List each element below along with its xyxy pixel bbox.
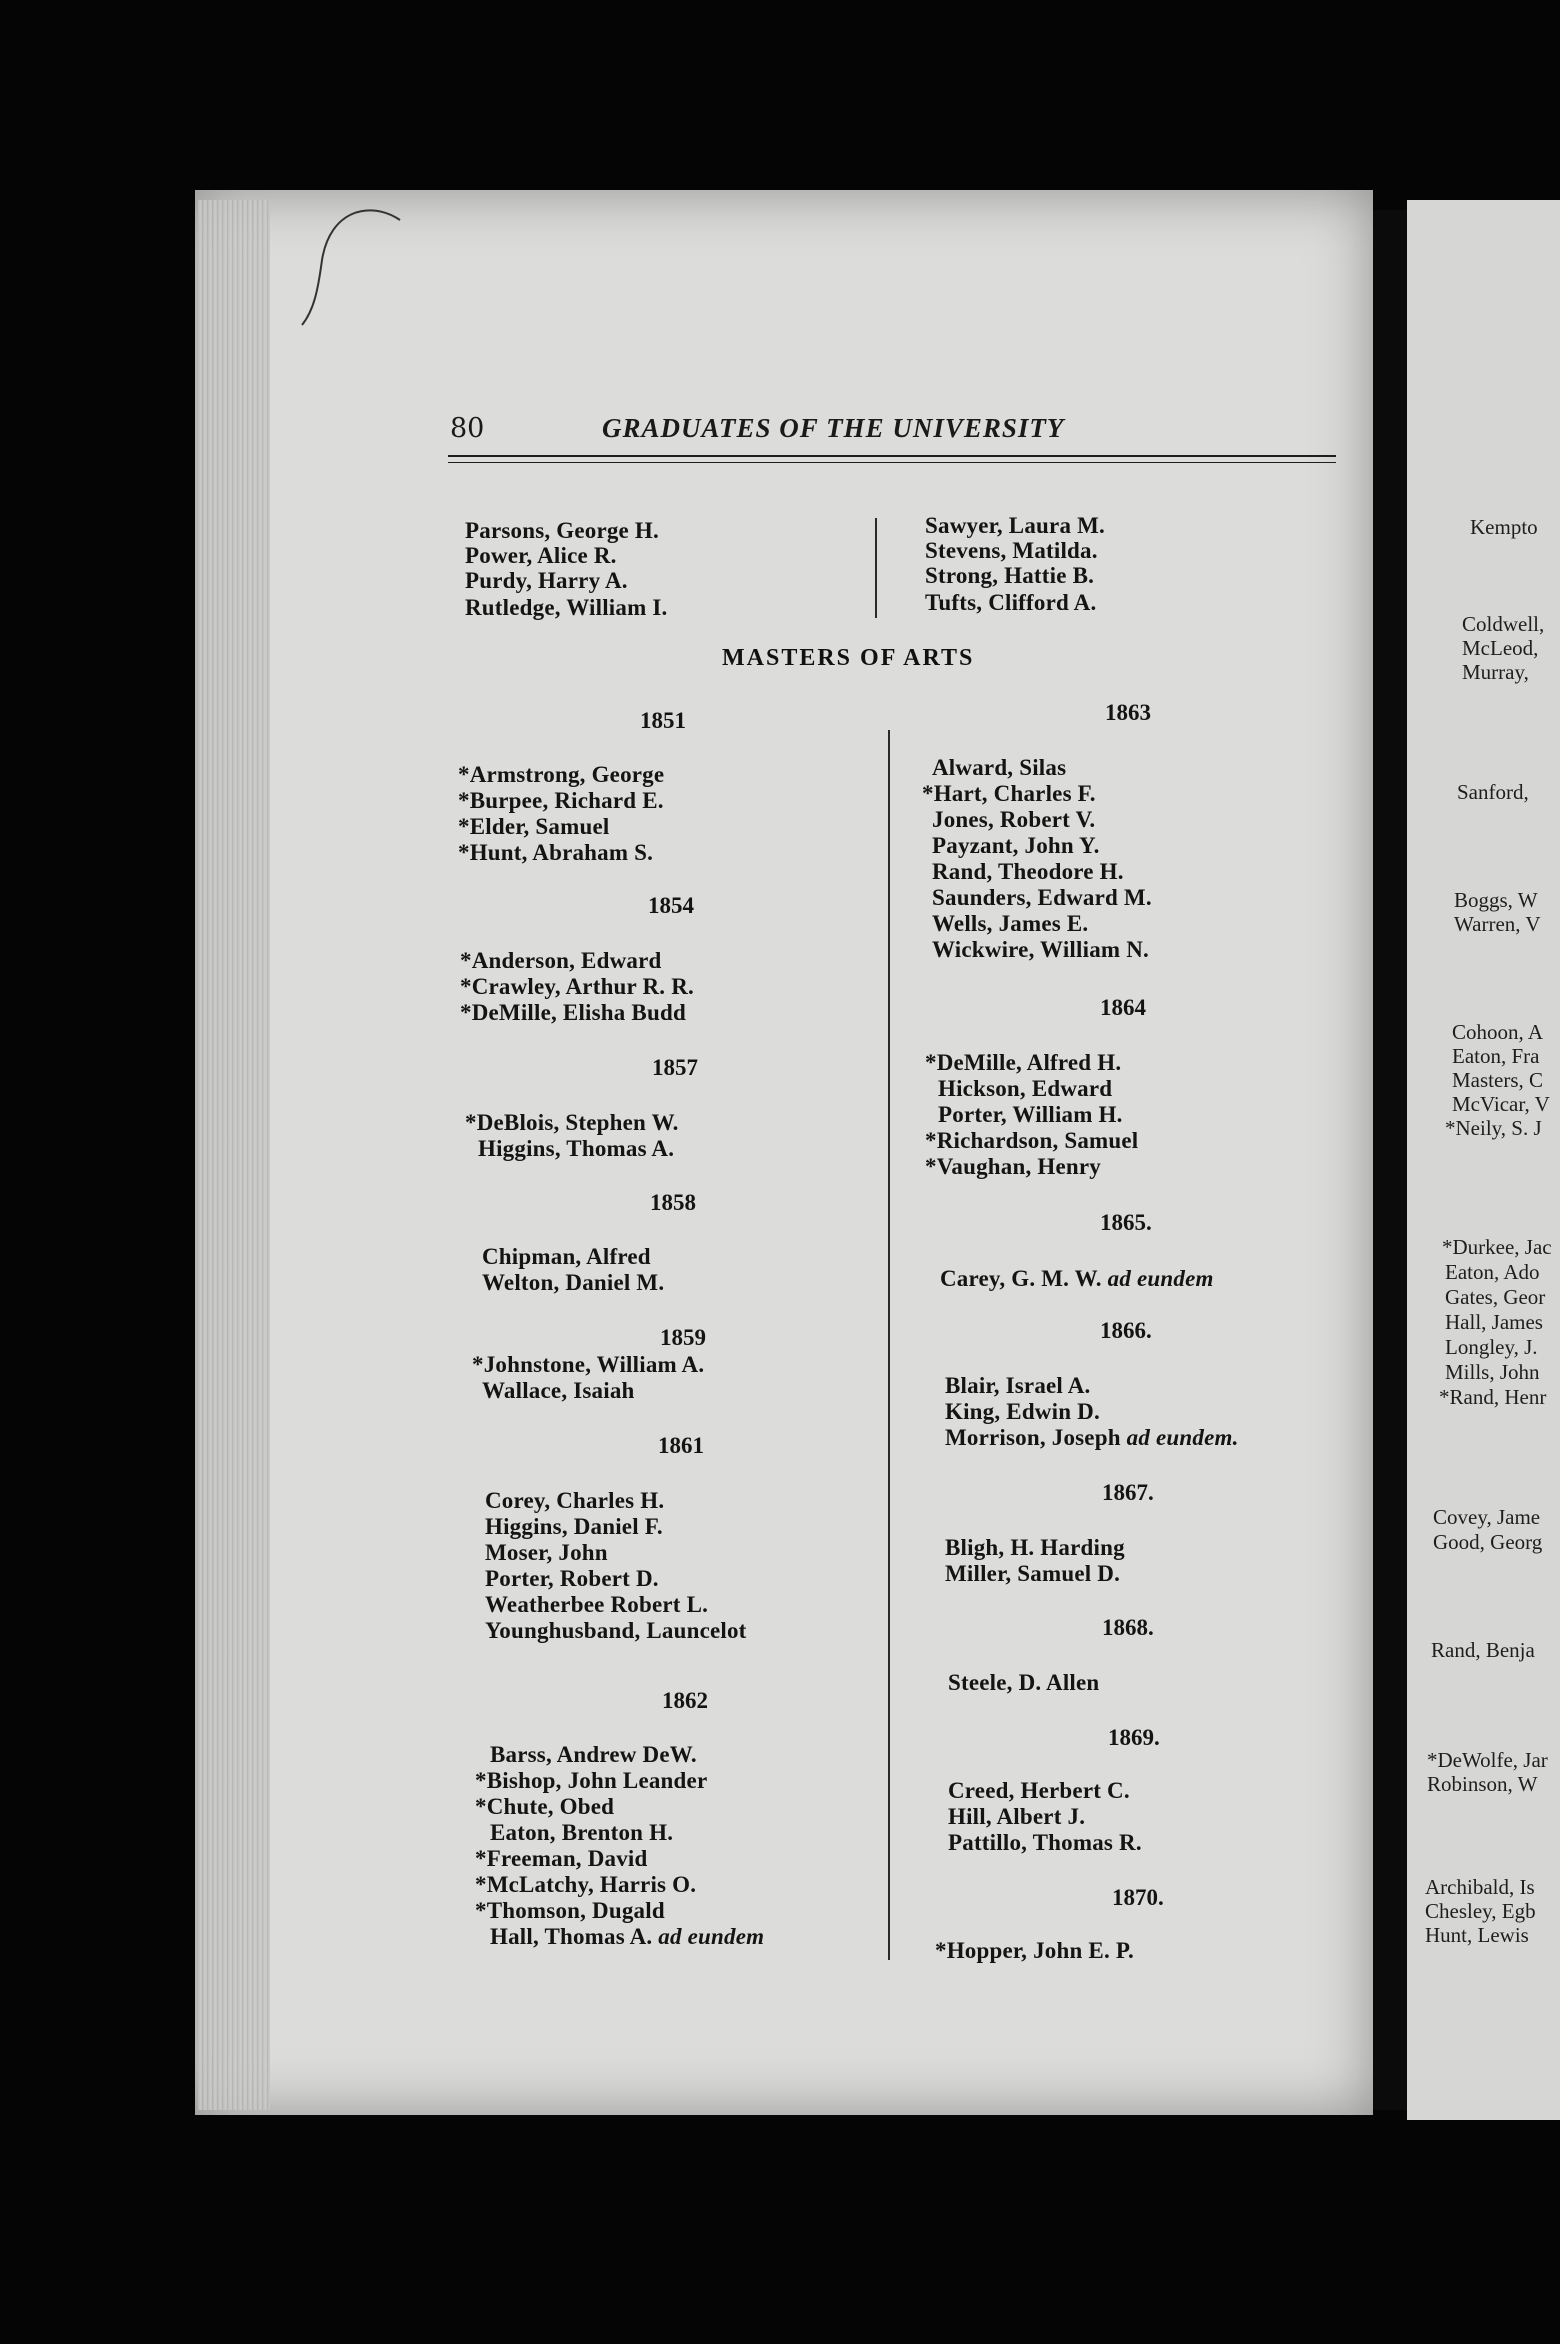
graduate-name: *Hart, Charles F.: [922, 781, 1096, 806]
next-page-line: McVicar, V: [1452, 1092, 1550, 1116]
graduate-name: Payzant, John Y.: [932, 833, 1100, 858]
graduate-name: *Armstrong, George: [458, 762, 665, 787]
graduate-name: *Burpee, Richard E.: [458, 788, 664, 813]
year-heading: 1864: [1100, 995, 1146, 1020]
top-left-name: Parsons, George H.: [465, 518, 659, 543]
graduate-name: Rand, Theodore H.: [932, 859, 1124, 884]
main-column-divider: [888, 730, 890, 1960]
graduate-name: Welton, Daniel M.: [482, 1270, 665, 1295]
top-right-name: Sawyer, Laura M.: [925, 513, 1105, 538]
next-page-line: Rand, Benja: [1431, 1638, 1535, 1662]
top-right-name: Tufts, Clifford A.: [925, 590, 1097, 615]
graduate-name: *Chute, Obed: [475, 1794, 615, 1819]
pencil-mark: [300, 200, 420, 330]
graduate-name: Blair, Israel A.: [945, 1373, 1091, 1398]
graduate-name: Bligh, H. Harding: [945, 1535, 1125, 1560]
year-heading: 1867.: [1102, 1480, 1154, 1505]
graduate-name: Hall, Thomas A.: [490, 1924, 653, 1949]
year-heading: 1869.: [1108, 1725, 1160, 1750]
graduate-name: Porter, William H.: [938, 1102, 1123, 1127]
graduate-name: Hill, Albert J.: [948, 1804, 1086, 1829]
running-title: GRADUATES OF THE UNIVERSITY: [602, 413, 1065, 443]
graduate-name: *DeBlois, Stephen W.: [465, 1110, 679, 1135]
graduate-name: Alward, Silas: [932, 755, 1067, 780]
graduate-name: Higgins, Thomas A.: [478, 1136, 675, 1161]
page-number: 80: [450, 413, 485, 444]
graduate-name: *Johnstone, William A.: [472, 1352, 705, 1377]
graduate-name: Wells, James E.: [932, 911, 1089, 936]
year-heading: 1865.: [1100, 1210, 1152, 1235]
book-page: [195, 190, 1373, 2115]
next-page-line: Eaton, Ado: [1445, 1260, 1540, 1284]
graduate-name-with-suffix: [940, 1266, 1214, 1292]
graduate-name: Jones, Robert V.: [932, 807, 1096, 832]
graduate-name: Eaton, Brenton H.: [490, 1820, 674, 1845]
year-heading: 1863: [1105, 700, 1151, 725]
year-heading: 1868.: [1102, 1615, 1154, 1640]
top-right-name: Strong, Hattie B.: [925, 563, 1095, 588]
next-page-line: *Durkee, Jac: [1442, 1235, 1552, 1259]
graduate-name: Wickwire, William N.: [932, 937, 1149, 962]
book-gutter: [1373, 210, 1407, 2110]
graduate-name: *Hunt, Abraham S.: [458, 840, 654, 865]
next-page-line: Gates, Geor: [1445, 1285, 1546, 1309]
graduate-name: Pattillo, Thomas R.: [948, 1830, 1142, 1855]
year-heading: 1861: [658, 1433, 704, 1458]
top-left-name: Power, Alice R.: [465, 543, 617, 568]
graduate-name: Miller, Samuel D.: [945, 1561, 1121, 1586]
next-page-fragment: [1407, 200, 1560, 2120]
next-page-line: *DeWolfe, Jar: [1427, 1748, 1548, 1772]
graduate-name: Hickson, Edward: [938, 1076, 1113, 1101]
year-heading: 1866.: [1100, 1318, 1152, 1343]
year-heading: 1851: [640, 708, 686, 733]
top-left-name: Rutledge, William I.: [465, 595, 668, 620]
next-page-line: Good, Georg: [1433, 1530, 1543, 1554]
section-title: MASTERS OF ARTS: [722, 645, 975, 671]
graduate-name: *DeMille, Elisha Budd: [460, 1000, 686, 1025]
top-right-name: Stevens, Matilda.: [925, 538, 1098, 563]
year-heading: 1857: [652, 1055, 698, 1080]
page-header: [450, 413, 1335, 453]
graduate-name: *DeMille, Alfred H.: [925, 1050, 1122, 1075]
next-page-line: Hunt, Lewis: [1425, 1923, 1529, 1947]
next-page-line: McLeod,: [1462, 636, 1539, 660]
year-heading: 1858: [650, 1190, 696, 1215]
next-page-line: Archibald, Is: [1425, 1875, 1535, 1899]
next-page-line: Robinson, W: [1427, 1772, 1538, 1796]
next-page-line: Sanford,: [1457, 780, 1529, 804]
next-page-line: Hall, James: [1445, 1310, 1543, 1334]
graduate-name: Barss, Andrew DeW.: [490, 1742, 697, 1767]
next-page-line: Warren, V: [1454, 912, 1541, 936]
graduate-name: Chipman, Alfred: [482, 1244, 651, 1269]
graduate-name: *Freeman, David: [475, 1846, 648, 1871]
graduate-name: King, Edwin D.: [945, 1399, 1100, 1424]
year-heading: 1854: [648, 893, 694, 918]
graduate-name: Younghusband, Launcelot: [485, 1618, 747, 1643]
graduate-name: Creed, Herbert C.: [948, 1778, 1130, 1803]
graduate-name: Porter, Robert D.: [485, 1566, 659, 1591]
graduate-name: *Thomson, Dugald: [475, 1898, 665, 1923]
next-page-line: Covey, Jame: [1433, 1505, 1541, 1529]
next-page-line: Chesley, Egb: [1425, 1899, 1536, 1923]
graduate-name: *Crawley, Arthur R. R.: [460, 974, 694, 999]
year-heading: 1870.: [1112, 1885, 1164, 1910]
graduate-name: Corey, Charles H.: [485, 1488, 665, 1513]
graduate-name: *Hopper, John E. P.: [935, 1938, 1134, 1963]
page-edges: [198, 200, 270, 2110]
graduate-name-with-suffix: [945, 1425, 1239, 1451]
next-page-line: Boggs, W: [1454, 888, 1538, 912]
ad-eundem-note: ad eundem: [1107, 1266, 1214, 1291]
next-page-line: Eaton, Fra: [1452, 1044, 1540, 1068]
next-page-line: Cohoon, A: [1452, 1020, 1544, 1044]
top-left-name: Purdy, Harry A.: [465, 568, 628, 593]
next-page-line: Coldwell,: [1462, 612, 1545, 636]
graduate-name: Saunders, Edward M.: [932, 885, 1152, 910]
next-page-line: Mills, John: [1445, 1360, 1540, 1384]
graduate-name: *Vaughan, Henry: [925, 1154, 1101, 1179]
next-page-line: *Rand, Henr: [1439, 1385, 1547, 1409]
graduate-name: Higgins, Daniel F.: [485, 1514, 663, 1539]
ad-eundem-note: ad eundem.: [1126, 1425, 1239, 1450]
graduate-name: *Anderson, Edward: [460, 948, 662, 973]
graduate-name: Carey, G. M. W.: [940, 1266, 1102, 1291]
header-rule-bottom: [448, 462, 1336, 463]
graduate-name: *McLatchy, Harris O.: [475, 1872, 697, 1897]
graduate-name: *Elder, Samuel: [458, 814, 610, 839]
graduate-name: Moser, John: [485, 1540, 608, 1565]
graduate-name: Wallace, Isaiah: [482, 1378, 635, 1403]
top-column-divider: [875, 518, 877, 618]
next-page-line: Longley, J.: [1445, 1335, 1538, 1359]
next-page-line: Murray,: [1462, 660, 1529, 684]
graduate-name: *Bishop, John Leander: [475, 1768, 708, 1793]
ad-eundem-note: ad eundem: [658, 1924, 765, 1949]
graduate-name: Morrison, Joseph: [945, 1425, 1121, 1450]
graduate-name: Weatherbee Robert L.: [485, 1592, 709, 1617]
year-heading: 1859: [660, 1325, 706, 1350]
graduate-name: Steele, D. Allen: [948, 1670, 1100, 1695]
graduate-name: *Richardson, Samuel: [925, 1128, 1139, 1153]
graduate-name-with-suffix: [490, 1924, 764, 1950]
header-rule-top: [448, 455, 1336, 457]
next-page-line: Kempto: [1470, 515, 1538, 539]
next-page-line: *Neily, S. J: [1445, 1116, 1542, 1140]
next-page-line: Masters, C: [1452, 1068, 1543, 1092]
year-heading: 1862: [662, 1688, 708, 1713]
